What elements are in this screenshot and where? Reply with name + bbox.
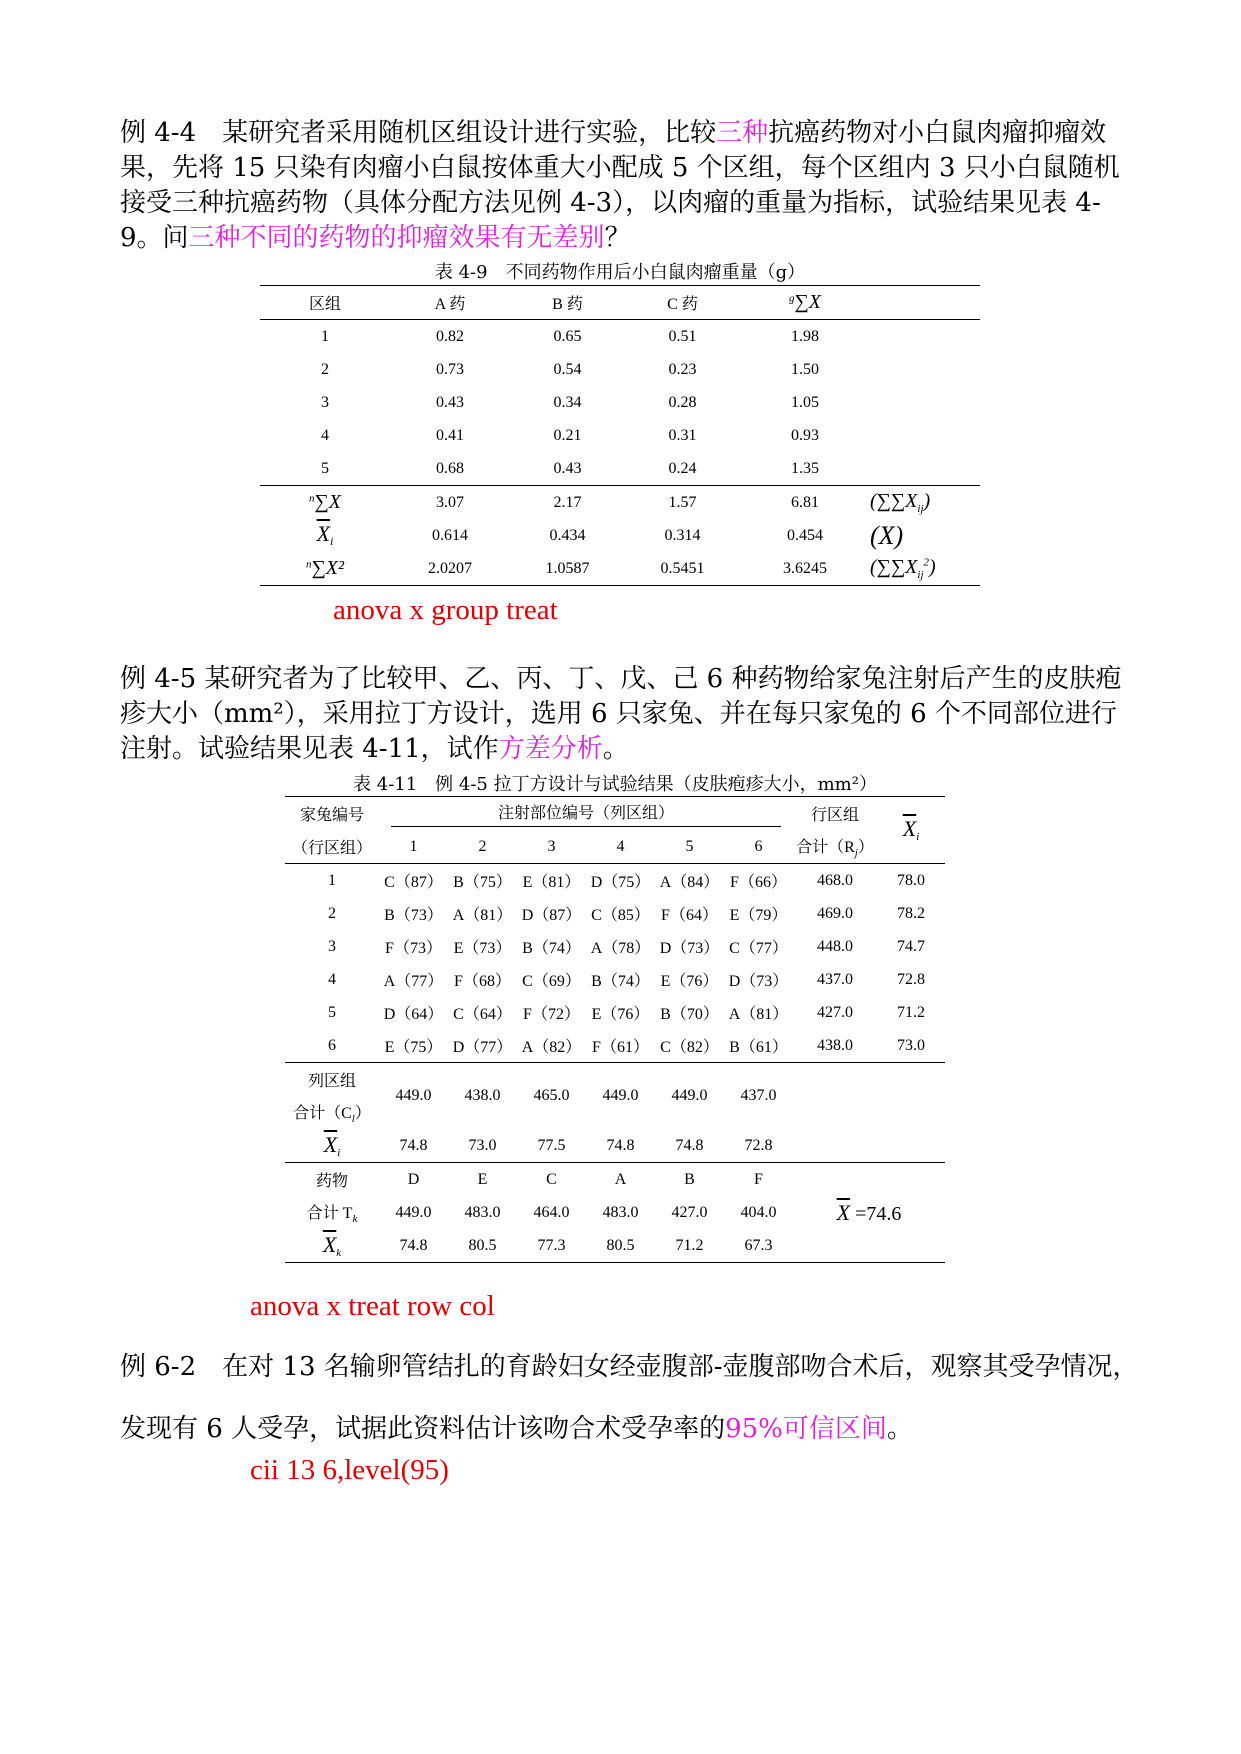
stata-command-1: anova x group treat <box>333 594 558 626</box>
highlight-text: 三种不同的药物的抑瘤效果有无差别 <box>188 223 605 253</box>
table-row: 3 0.43 0.34 0.28 1.05 <box>321 393 819 411</box>
table-4-11: 家兔编号 注射部位编号（列区组） 行区组 $\overline{X}_i$ （行区组） 1 2 3 4 5 6 合计$(R_j)$ 1 C（87） B（75） E（81） D（75） A（84） F（66） 468.0 78.0 2 B（73） A（81） D（87） C（85） F（64） E（79） 469.0 78.2 3 F（73） E（73） B（74） A（78） D（73） C（77） 448.0 74.7 4 A（77） F（68） C（69） B（74） E（76） D（73） 437.0 72.8 5 D（64） C（64） F（72） E（76） B（70） A（81） 427.0 71.2 6 E（75） D（77） A（82） F（61） C（82） B（61） 438.0 73.0 列区组 449.0 438.0 465.0 449.0 449.0 437.0 合计$(C_l)$ $\overline{X}_i$ 74.8 73.0 77.5 74.8 74.8 72.8 药物 D E C A B F $\overline{X} =74.6$ 合计 $T_k$ 449.0 483.0 464.0 483.0 427.0 404.0 $\overline{X}_k$ 74.8 80.5 77.3 80.5 71.2 67.3 <box>285 796 945 1263</box>
header-row-total: 行区组 <box>793 797 877 831</box>
table-4-9-body <box>260 320 980 486</box>
table-row: 1 C（87） B（75） E（81） D（75） A（84） F（66） 468.0 78.0 <box>328 871 925 891</box>
grand-mean: $\overline{X} =74.6$ <box>793 1163 945 1263</box>
example-label: 例 6-2 <box>120 1352 197 1382</box>
table-row: 4 A（77） F（68） C（69） B（74） E（76） D（73） 437.0 72.8 <box>328 970 925 990</box>
highlight-text: 三种 <box>716 118 769 148</box>
table-row: 4 0.41 0.21 0.31 0.93 <box>321 426 819 444</box>
header-drug-c: C 药 <box>625 286 740 320</box>
table-row: 6 E（75） D（77） A（82） F（61） C（82） B（61） 438.0 73.0 <box>328 1036 925 1056</box>
example-6-2-paragraph: 例 6-2 在对 13 名输卵管结扎的育龄妇女经壶腹部-壶腹部吻合术后，观察其受孕情况，发现有 6 人受孕，试据此资料估计该吻合术受孕率的95%可信区间。 <box>120 1352 1139 1444</box>
header-injection-site: 注射部位编号（列区组） <box>379 797 793 831</box>
header-block: 区组 <box>260 286 390 320</box>
stata-command-2: anova x treat row col <box>250 1290 495 1322</box>
stata-command-3: cii 13 6,level(95) <box>250 1454 449 1486</box>
table-4-11-body <box>285 864 945 1063</box>
table-row: $^n$∑X 3.07 2.17 1.57 6.81 $(\sum\sum X_{ij})$ <box>260 486 980 520</box>
header-rabbit: 家兔编号 <box>285 797 379 831</box>
example-label: 例 4-4 <box>120 118 197 148</box>
table-row: $^n$∑X² 2.0207 1.0587 0.5451 3.6245 $(\sum\sum X_{ij}^2)$ <box>260 552 980 586</box>
example-4-4-paragraph: 例 4-4 某研究者采用随机区组设计进行实验，比较三种抗癌药物对小白鼠肉瘤抑瘤效果，先将 15 只染有肉瘤小白鼠按体重大小配成 5 个区组，每个区组内 3 只小白鼠随机接受三种抗癌药物（具体分配方法见例 4-3），以肉瘤的重量为指标，试验结果见表 4-9。问三种不同的药物的抑瘤效果有无差别？ <box>120 118 1120 253</box>
table-row: 3 F（73） E（73） B（74） A（78） D（73） C（77） 448.0 74.7 <box>328 937 925 957</box>
table-row: 5 0.68 0.43 0.24 1.35 <box>321 459 819 477</box>
table-row: 1 0.82 0.65 0.51 1.98 <box>321 327 819 345</box>
table-row: 2 0.73 0.54 0.23 1.50 <box>321 360 819 378</box>
header-drug-a: A 药 <box>390 286 510 320</box>
header-sum: $^g$∑X <box>740 286 870 320</box>
highlight-text: 95%可信区间 <box>725 1414 887 1444</box>
table-row: 2 B（73） A（81） D（87） C（85） F（64） E（79） 469.0 78.2 <box>328 904 925 924</box>
example-4-5-paragraph: 例 4-5 某研究者为了比较甲、乙、丙、丁、戊、己 6 种药物给家兔注射后产生的皮肤疱疹大小（mm²），采用拉丁方设计，选用 6 只家兔、并在每只家兔的 6 个不同部位进行注射。试验结果见表 4-11，试作方差分析。 <box>120 664 1122 764</box>
table-row: $\overline{X}_i$ 0.614 0.434 0.314 0.454 (X) <box>316 520 904 550</box>
table-4-11-caption: 表 4-11 例 4-5 拉丁方设计与试验结果（皮肤疱疹大小，mm²） <box>353 774 877 795</box>
table-4-9-caption: 表 4-9 不同药物作用后小白鼠肉瘤重量（g） <box>434 262 806 283</box>
example-label: 例 4-5 <box>120 664 197 694</box>
table-row: 5 D（64） C（64） F（72） E（76） B（70） A（81） 427.0 71.2 <box>328 1003 925 1023</box>
table-4-9 <box>260 285 980 586</box>
highlight-text: 方差分析 <box>498 734 603 764</box>
header-row-mean: $\overline{X}_i$ <box>877 797 945 864</box>
header-drug-b: B 药 <box>510 286 625 320</box>
